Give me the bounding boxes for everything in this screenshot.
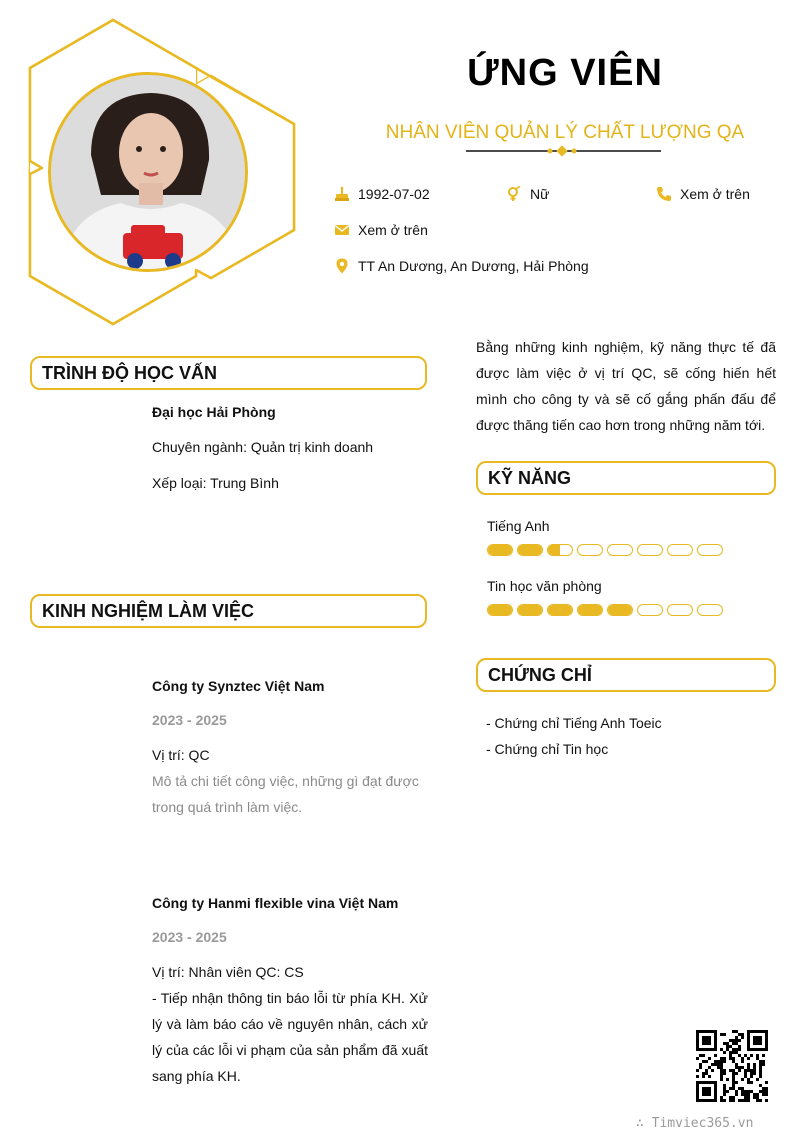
qr-code-icon [696, 1030, 768, 1102]
job-description: Mô tả chi tiết công việc, những gì đạt được trong quá trình làm việc. [152, 773, 419, 815]
skill-segment [517, 544, 543, 556]
skill-segment [637, 604, 663, 616]
skill-level-bar [487, 544, 723, 556]
brand-text: Timviec365.vn [651, 1116, 754, 1131]
email-info [334, 222, 428, 238]
skill-name: Tiếng Anh [487, 518, 550, 534]
phone-icon [656, 186, 672, 202]
career-objective: Bằng những kinh nghiệm, kỹ năng thực tế đã được làm việc ở vị trí QC, sẽ cống hiến hết mình cho công ty và sẽ cố gắng phấn đấu để được thăng tiến cao hơn trong những năm tới. [476, 339, 776, 433]
email-icon [334, 222, 350, 238]
title-divider [466, 143, 661, 159]
skill-name: Tin học văn phòng [487, 578, 602, 594]
gender-value: Nữ [530, 186, 550, 202]
skill-segment [487, 544, 513, 556]
birthday-cake-icon [334, 186, 350, 202]
job-description: - Tiếp nhận thông tin báo lỗi từ phía KH. Xử lý và làm báo cáo về nguyên nhân, cách xử lý của các lỗi vi phạm của sản phẩm đã xuất sang phía KH. [152, 990, 428, 1084]
job-role: Vị trí: QC [152, 747, 210, 763]
skill-segment [577, 604, 603, 616]
skill-segment [637, 544, 663, 556]
birthday-value: 1992-07-02 [358, 186, 430, 202]
job-period: 2023 - 2025 [152, 712, 227, 728]
education-major: Chuyên ngành: Quản trị kinh doanh [152, 439, 374, 455]
skill-segment [667, 604, 693, 616]
education-heading: TRÌNH ĐỘ HỌC VẤN [30, 356, 427, 390]
phone-value: Xem ở trên [680, 186, 750, 202]
school-name: Đại học Hải Phòng [152, 404, 276, 420]
address-value: TT An Dương, An Dương, Hải Phòng [358, 258, 589, 274]
job-title: NHÂN VIÊN QUẢN LÝ CHẤT LƯỢNG QA [385, 122, 745, 143]
skill-level-bar [487, 604, 723, 616]
skill-segment [697, 544, 723, 556]
brand-watermark: ∴ Timviec365.vn [636, 1116, 754, 1131]
experience-heading: KINH NGHIỆM LÀM VIỆC [30, 594, 427, 628]
email-value: Xem ở trên [358, 222, 428, 238]
skill-segment [697, 604, 723, 616]
skill-segment [517, 604, 543, 616]
certificates-heading: CHỨNG CHỈ [476, 658, 776, 692]
skill-segment [667, 544, 693, 556]
job-period: 2023 - 2025 [152, 929, 227, 945]
candidate-name: ỨNG VIÊN [467, 52, 663, 94]
gender-info [506, 186, 549, 202]
skills-heading: KỸ NĂNG [476, 461, 776, 495]
skill-segment [547, 604, 573, 616]
skill-segment [577, 544, 603, 556]
phone-info [656, 186, 750, 202]
skill-segment [487, 604, 513, 616]
job-company: Công ty Hanmi flexible vina Việt Nam [152, 895, 399, 911]
address-info [334, 258, 589, 274]
certificate-item: - Chứng chỉ Tin học [486, 741, 609, 757]
birthday-info [334, 186, 430, 202]
certificate-item: - Chứng chỉ Tiếng Anh Toeic [486, 715, 662, 731]
skill-segment [607, 544, 633, 556]
profile-photo [48, 72, 248, 272]
location-pin-icon [334, 258, 350, 274]
job-company: Công ty Synztec Việt Nam [152, 678, 325, 694]
skill-segment [547, 544, 573, 556]
job-role: Vị trí: Nhân viên QC: CS [152, 964, 304, 980]
gender-icon [506, 186, 522, 202]
education-grade: Xếp loại: Trung Bình [152, 475, 279, 491]
skill-segment [607, 604, 633, 616]
